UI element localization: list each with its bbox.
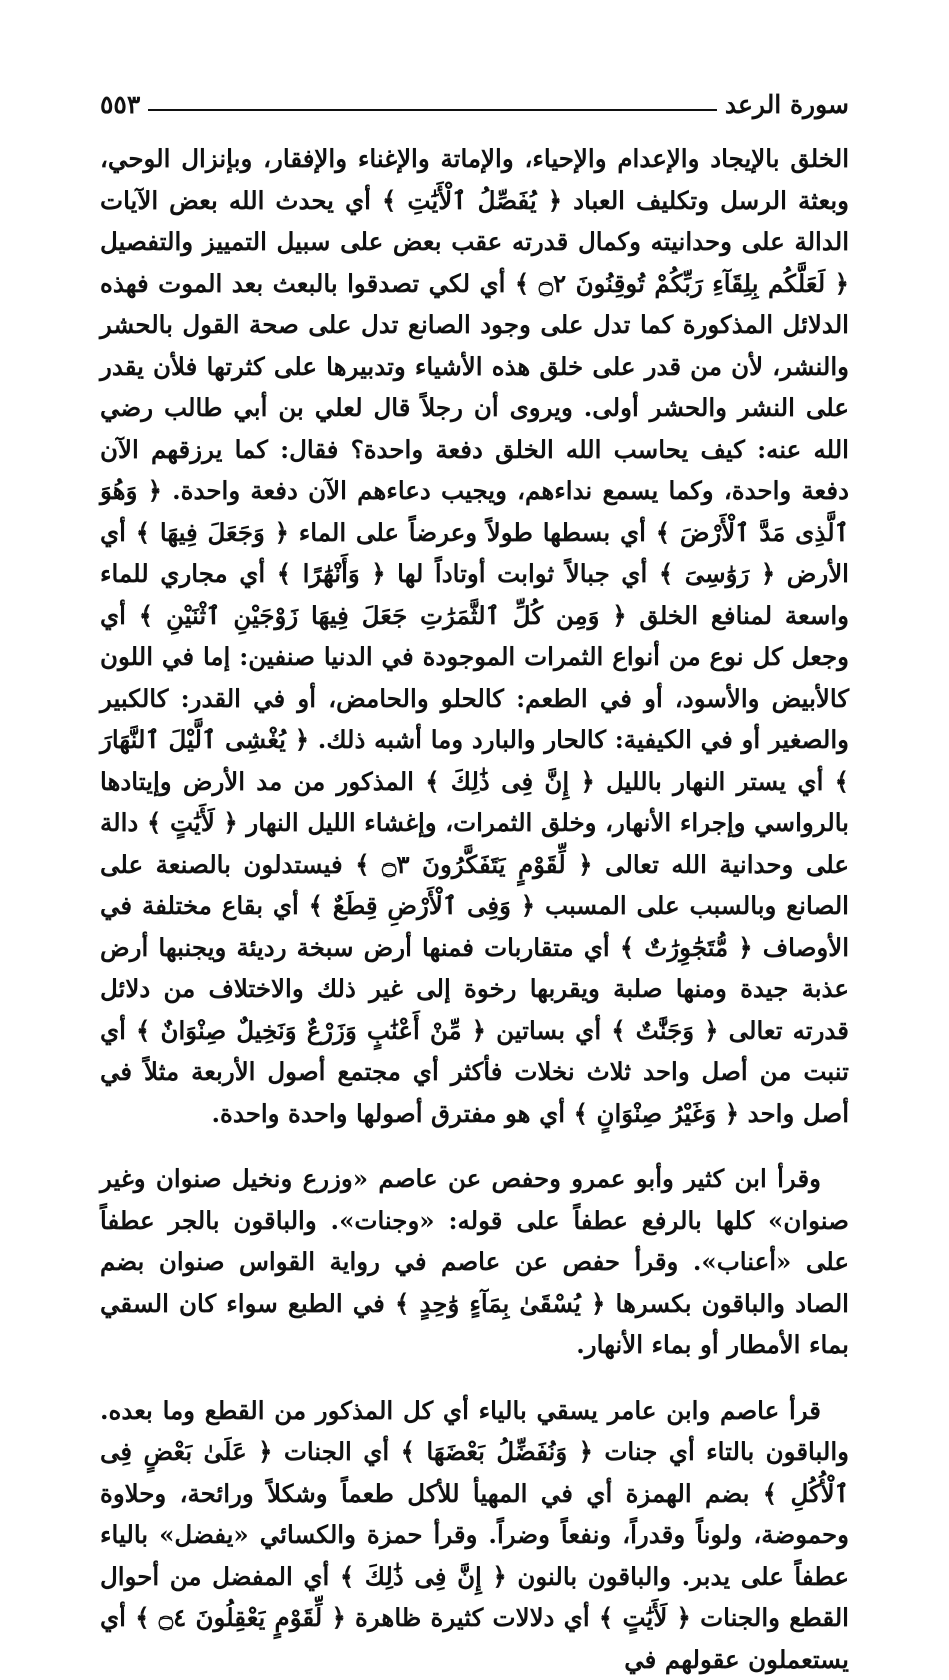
surah-title: سورة الرعد: [725, 90, 849, 119]
page-body: [100, 138, 849, 1680]
page-header: [100, 84, 849, 124]
paragraph-1: الخلق بالإيجاد والإعدام والإحياء، والإماتة والإغناء والإفقار، وبإنزال الوحي، وبعثة الرسل وتكليف العباد ﴿ يُفَصِّلُ ٱلْأَيَٰتِ ﴾ أي يحدث الله بعض الآيات الدالة على وحدانيته وكمال قدرته عقب بعض على سبيل التمييز والتفصيل ﴿ لَعَلَّكُم بِلِقَآءِ رَبِّكُمْ تُوقِنُونَ ۝٢ ﴾ أي لكي تصدقوا بالبعث بعد الموت فهذه الدلائل المذكورة كما تدل على وجود الصانع تدل على صحة القول بالحشر والنشر، لأن من قدر على خلق هذه الأشياء وتدبيرها على كثرتها فلأن يقدر على النشر والحشر أولى. ويروى أن رجلاً قال لعلي بن أبي طالب رضي الله عنه: كيف يحاسب الله الخلق دفعة واحدة؟ فقال: كما يرزقهم الآن دفعة واحدة، وكما يسمع نداءهم، ويجيب دعاءهم الآن دفعة واحدة. ﴿ وَهُوَ ٱلَّذِى مَدَّ ٱلْأَرْضَ ﴾ أي بسطها طولاً وعرضاً على الماء ﴿ وَجَعَلَ فِيهَا ﴾ أي الأرض ﴿ رَوَٰسِىَ ﴾ أي جبالاً ثوابت أوتاداً لها ﴿ وَأَنْهَٰرًا ﴾ أي مجاري للماء واسعة لمنافع الخلق ﴿ وَمِن كُلِّ ٱلثَّمَرَٰتِ جَعَلَ فِيهَا زَوْجَيْنِ ٱثْنَيْنِ ﴾ أي وجعل كل نوع من أنواع الثمرات الموجودة في الدنيا صنفين: إما في اللون كالأبيض والأسود، أو في الطعم: كالحلو والحامض، أو في القدر: كالكبير والصغير أو في الكيفية: كالحار والبارد وما أشبه ذلك. ﴿ يُغْشِى ٱلَّيْلَ ٱلنَّهَارَ ﴾ أي يستر النهار بالليل ﴿ إِنَّ فِى ذَٰلِكَ ﴾ المذكور من مد الأرض وإيتادها بالرواسي وإجراء الأنهار، وخلق الثمرات، وإغشاء الليل النهار ﴿ لَأَيَٰتٍ ﴾ دالة على وحدانية الله تعالى ﴿ لِّقَوْمٍ يَتَفَكَّرُونَ ۝٣ ﴾ فيستدلون بالصنعة على الصانع وبالسبب على المسبب ﴿ وَفِى ٱلْأَرْضِ قِطَعٌ ﴾ أي بقاع مختلفة في الأوصاف ﴿ مُّتَجَٰوِرَٰتٌ ﴾ أي متقاربات فمنها أرض سبخة رديئة ويجنبها أرض عذبة جيدة ومنها صلبة ويقربها رخوة إلى غير ذلك والاختلاف من دلائل قدرته تعالى ﴿ وَجَنَّٰتٌ ﴾ أي بساتين ﴿ مِّنْ أَعْنَٰبٍ وَزَرْعٌ وَنَخِيلٌ صِنْوَانٌ ﴾ أي تنبت من أصل واحد ثلاث نخلات فأكثر أي مجتمع أصول الأربعة مثلاً في أصل واحد ﴿ وَغَيْرُ صِنْوَانٍ ﴾ أي هو مفترق أصولها واحدة واحدة.: [100, 138, 849, 1134]
header-rule: [148, 109, 717, 111]
paragraph-2: وقرأ ابن كثير وأبو عمرو وحفص عن عاصم «وزرع ونخيل صنوان وغير صنوان» كلها بالرفع عطفاً على قوله: «وجنات». والباقون بالجر عطفاً على «أعناب». وقرأ حفص عن عاصم في رواية القواس صنوان بضم الصاد والباقون بكسرها ﴿ يُسْقَىٰ بِمَآءٍ وَٰحِدٍ ﴾ في الطبع سواء كان السقي بماء الأمطار أو بماء الأنهار.: [100, 1158, 849, 1366]
page-number: ٥٥٣: [100, 90, 140, 119]
paragraph-3: قرأ عاصم وابن عامر يسقي بالياء أي كل المذكور من القطع وما بعده. والباقون بالتاء أي جنات ﴿ وَنُفَضِّلُ بَعْضَهَا ﴾ أي الجنات ﴿ عَلَىٰ بَعْضٍ فِى ٱلْأُكُلِ ﴾ بضم الهمزة أي في المهيأ للأكل طعماً وشكلاً ورائحة، وحلاوة وحموضة، ولوناً وقدراً، ونفعاً وضراً. وقرأ حمزة والكسائي «يفضل» بالياء عطفاً على يدبر. والباقون بالنون ﴿ إِنَّ فِى ذَٰلِكَ ﴾ أي المفضل من أحوال القطع والجنات ﴿ لَأَيَٰتٍ ﴾ أي دلالات كثيرة ظاهرة ﴿ لِّقَوْمٍ يَعْقِلُونَ ۝٤ ﴾ أي يستعملون عقولهم في: [100, 1390, 849, 1680]
